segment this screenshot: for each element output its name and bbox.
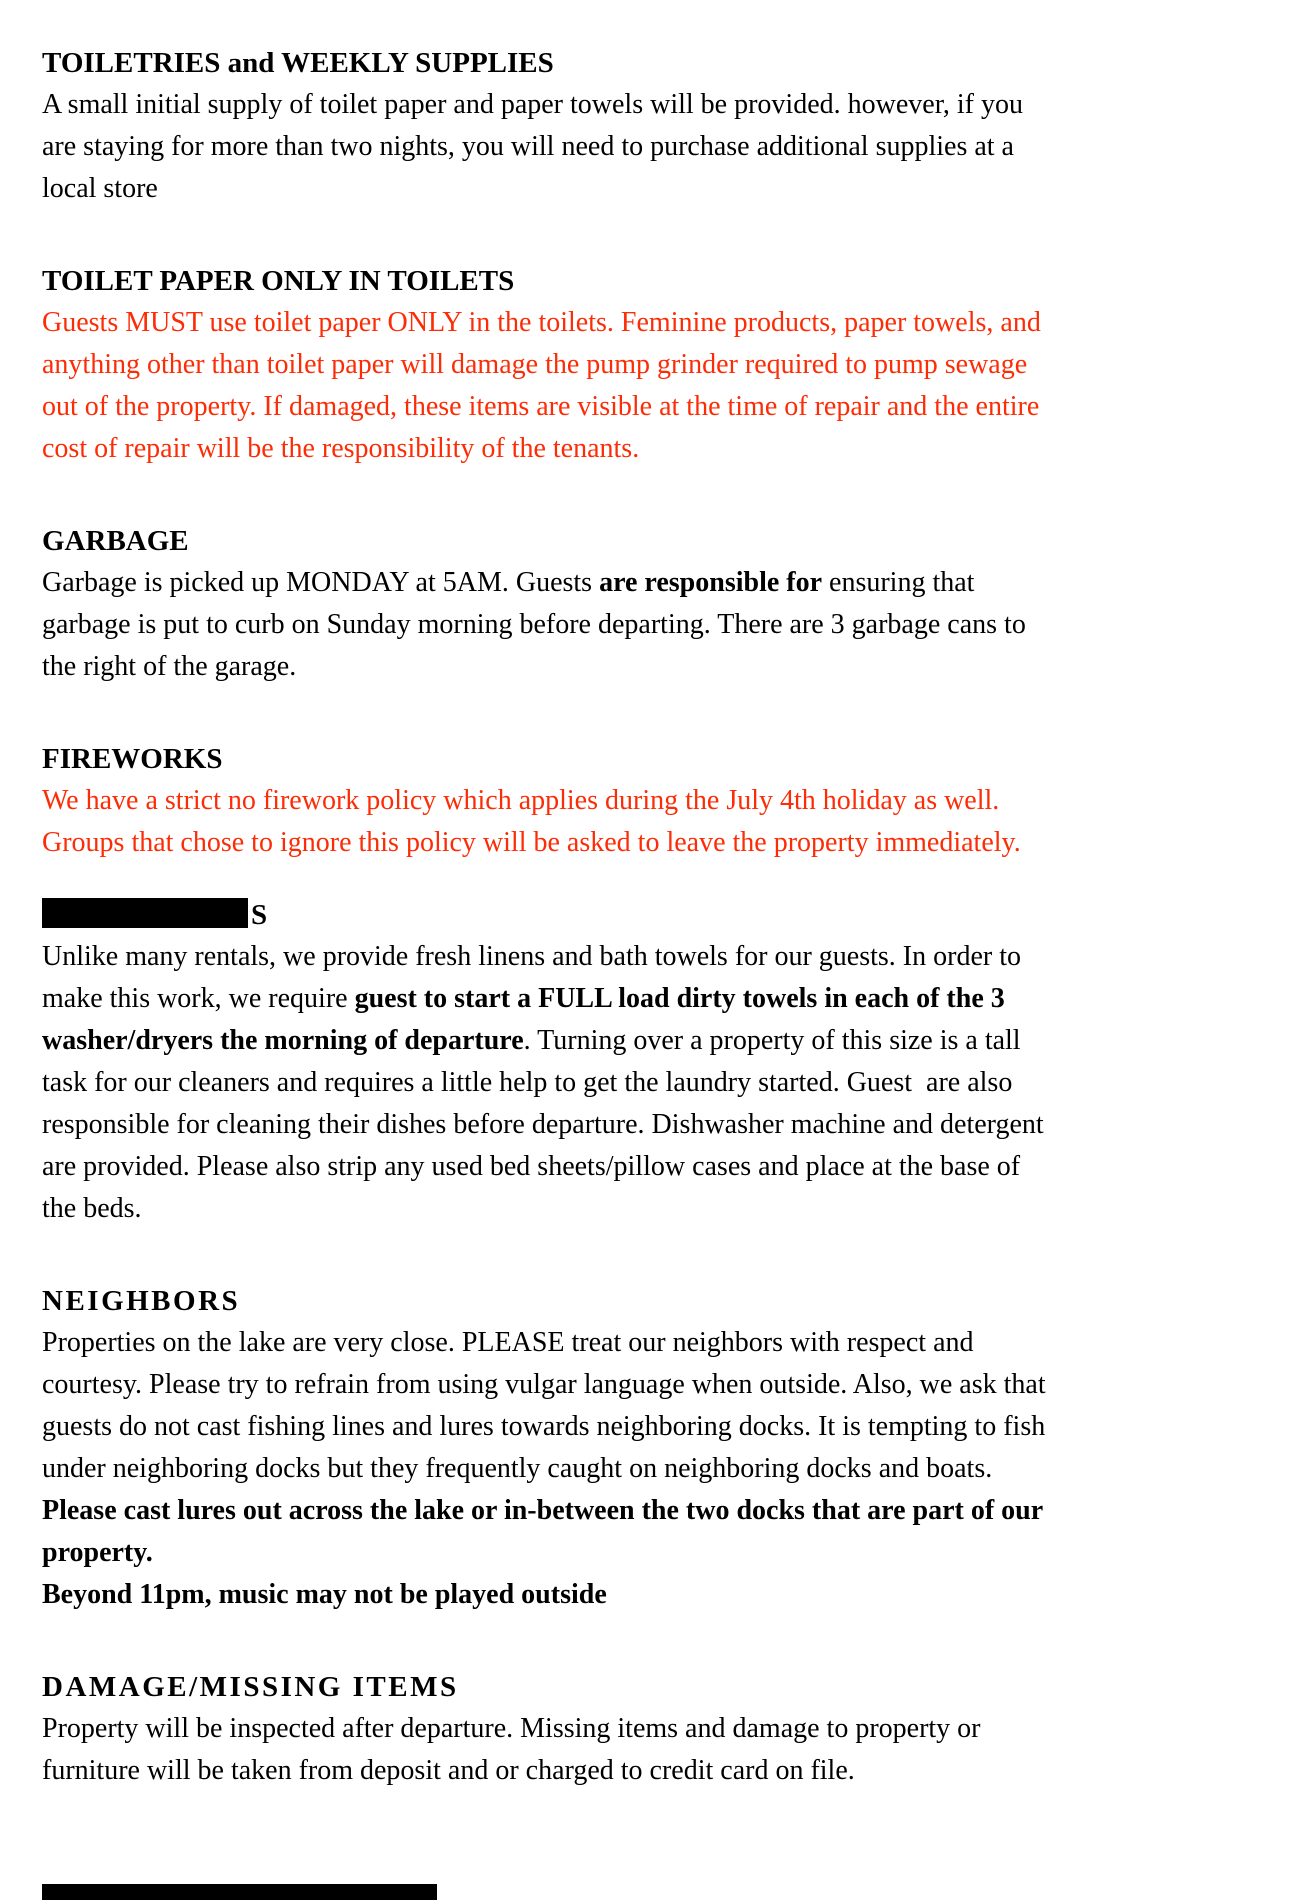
section-damage-missing	[42, 1666, 1258, 1792]
paragraph-towels-linens: Unlike many rentals, we provide fresh linens and bath towels for our guests. In order to make this work, we require guest to start a FULL load dirty towels in each of the 3 washer/dryers the morning of departure. Turning over a property of this size is a tall task for our cleaners and requires a little help to get the laundry started. Guest are also responsible for cleaning their dishes before departure. Dishwasher machine and detergent are provided. Please also strip any used bed sheets/pillow cases and place at the base of the beds.	[42, 941, 1044, 1224]
paragraph-garbage: Garbage is picked up MONDAY at 5AM. Guests are responsible for ensuring that garbage is put to curb on Sunday morning before departing. There are 3 garbage cans to the right of the garage.	[42, 567, 1026, 682]
section-toilet-paper	[42, 260, 1258, 470]
section-heading-fireworks: FIREWORKS	[42, 743, 223, 775]
section-towels-linens	[42, 894, 1258, 1230]
paragraph-fireworks-warning: We have a strict no firework policy which applies during the July 4th holiday as well. Groups that chose to ignore this policy will be asked to leave the property immediately.	[42, 785, 1021, 858]
paragraph-neighbors: Properties on the lake are very close. PLEASE treat our neighbors with respect and courtesy. Please try to refrain from using vulgar language when outside. Also, we ask that guests do not cast fishing lines and lures towards neighboring docks. It is tempting to fish under neighboring docks but they frequently caught on neighboring docks and boats. Please cast lures out across the lake or in-between the two docks that are part of our property. Beyond 11pm, music may not be played outside	[42, 1327, 1046, 1610]
section-heading-toilet-paper: TOILET PAPER ONLY IN TOILETS	[42, 265, 515, 297]
section-heading-towels-linens-redacted	[42, 894, 1258, 936]
section-heading-damage-missing: DAMAGE/MISSING ITEMS	[42, 1671, 459, 1703]
section-garbage	[42, 520, 1258, 688]
paragraph-toilet-paper-warning: Guests MUST use toilet paper ONLY in the toilets. Feminine products, paper towels, and anything other than toilet paper will damage the pump grinder required to pump sewage out of the property. If damaged, these items are visible at the time of repair and the entire cost of repair will be the responsibility of the tenants.	[42, 307, 1041, 464]
section-fireworks	[42, 738, 1258, 864]
section-toiletries	[42, 42, 1258, 210]
section-neighbors	[42, 1280, 1258, 1616]
section-heading-neighbors: NEIGHBORS	[42, 1285, 241, 1317]
section-heading-toiletries: TOILETRIES and WEEKLY SUPPLIES	[42, 47, 554, 79]
heading-visible-suffix: S	[251, 899, 268, 931]
section-heading-garbage: GARBAGE	[42, 525, 189, 557]
redaction-bar-footer	[42, 1884, 437, 1900]
redaction-bar-heading	[42, 898, 248, 928]
paragraph-toiletries: A small initial supply of toilet paper and paper towels will be provided. however, if you are staying for more than two nights, you will need to purchase additional supplies at a local store	[42, 89, 1023, 204]
paragraph-damage-missing: Property will be inspected after departure. Missing items and damage to property or furniture will be taken from deposit and or charged to credit card on file.	[42, 1713, 981, 1786]
